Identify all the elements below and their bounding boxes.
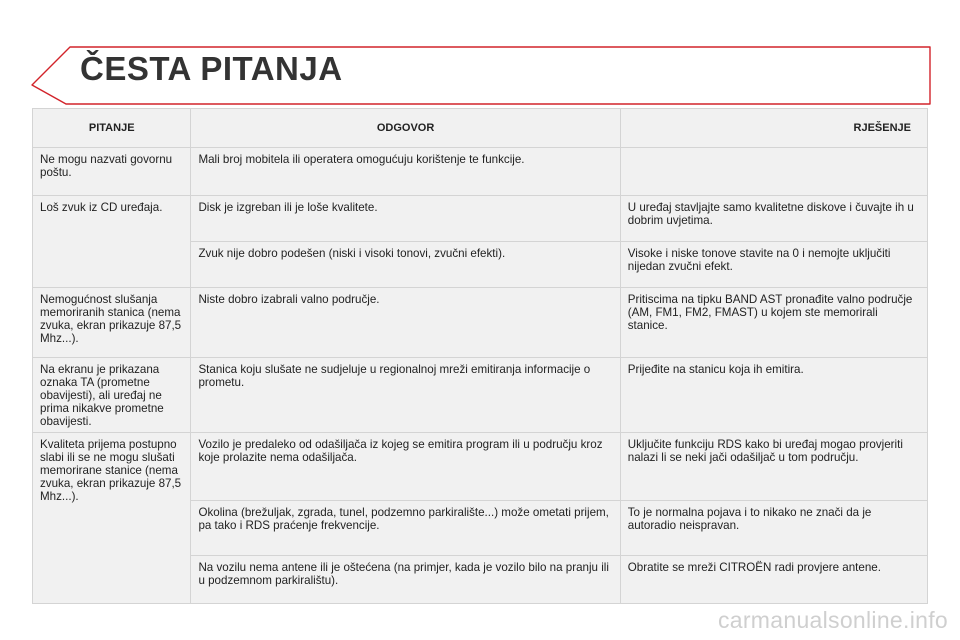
question-cell: Ne mogu nazvati govornu poštu. <box>33 148 191 196</box>
page-title: ČESTA PITANJA <box>80 50 343 87</box>
solution-cell: U uređaj stavljajte samo kvalitetne diskove i čuvajte ih u dobrim uvjetima. <box>620 196 927 242</box>
header-answer: ODGOVOR <box>191 109 620 148</box>
solution-cell: Prijeđite na stanicu koja ih emitira. <box>620 358 927 433</box>
answer-cell: Zvuk nije dobro podešen (niski i visoki tonovi, zvučni efekti). <box>191 242 620 288</box>
faq-body <box>33 148 928 604</box>
table-row <box>33 288 928 358</box>
answer-cell: Vozilo je predaleko od odašiljača iz kojeg se emitira program ili u području kroz koje prolazite nema odašiljača. <box>191 433 620 501</box>
answer-cell: Mali broj mobitela ili operatera omogućuju korištenje te funkcije. <box>191 148 620 196</box>
answer-cell: Okolina (brežuljak, zgrada, tunel, podzemno parkiralište...) može ometati prijem, pa tako i RDS praćenje frekvencije. <box>191 501 620 556</box>
watermark: carmanualsonline.info <box>717 607 948 633</box>
table-row <box>33 196 928 242</box>
table-row <box>33 358 928 433</box>
answer-cell: Na vozilu nema antene ili je oštećena (na primjer, kada je vozilo bilo na pranju ili u podzemnom parkiralištu). <box>191 556 620 604</box>
solution-cell: Uključite funkciju RDS kako bi uređaj mogao provjeriti nalazi li se neki jači odašiljač u tom području. <box>620 433 927 501</box>
question-cell: Kvaliteta prijema postupno slabi ili se ne mogu slušati memorirane stanice (nema zvuka, ekran prikazuje 87,5 Mhz...). <box>33 433 191 604</box>
faq-table <box>32 108 928 604</box>
solution-cell: To je normalna pojava i to nikako ne znači da je autoradio neispravan. <box>620 501 927 556</box>
solution-cell: Obratite se mreži CITROËN radi provjere antene. <box>620 556 927 604</box>
question-cell: Na ekranu je prikazana oznaka TA (prometne obavijesti), ali uređaj ne prima nikakve prometne obavijesti. <box>33 358 191 433</box>
answer-cell: Stanica koju slušate ne sudjeluje u regionalnoj mreži emitiranja informacije o prometu. <box>191 358 620 433</box>
table-row <box>33 433 928 501</box>
table-row <box>33 148 928 196</box>
question-cell: Loš zvuk iz CD uređaja. <box>33 196 191 288</box>
solution-cell: Pritiscima na tipku BAND AST pronađite valno područje (AM, FM1, FM2, FMAST) u kojem ste memorirali stanice. <box>620 288 927 358</box>
solution-cell <box>620 148 927 196</box>
solution-cell: Visoke i niske tonove stavite na 0 i nemojte uključiti nijedan zvučni efekt. <box>620 242 927 288</box>
table-header-row <box>33 109 928 148</box>
answer-cell: Niste dobro izabrali valno područje. <box>191 288 620 358</box>
header-question: PITANJE <box>33 109 191 148</box>
question-cell: Nemogućnost slušanja memoriranih stanica (nema zvuka, ekran prikazuje 87,5 Mhz...). <box>33 288 191 358</box>
header-solution: RJEŠENJE <box>620 109 927 148</box>
answer-cell: Disk je izgreban ili je loše kvalitete. <box>191 196 620 242</box>
